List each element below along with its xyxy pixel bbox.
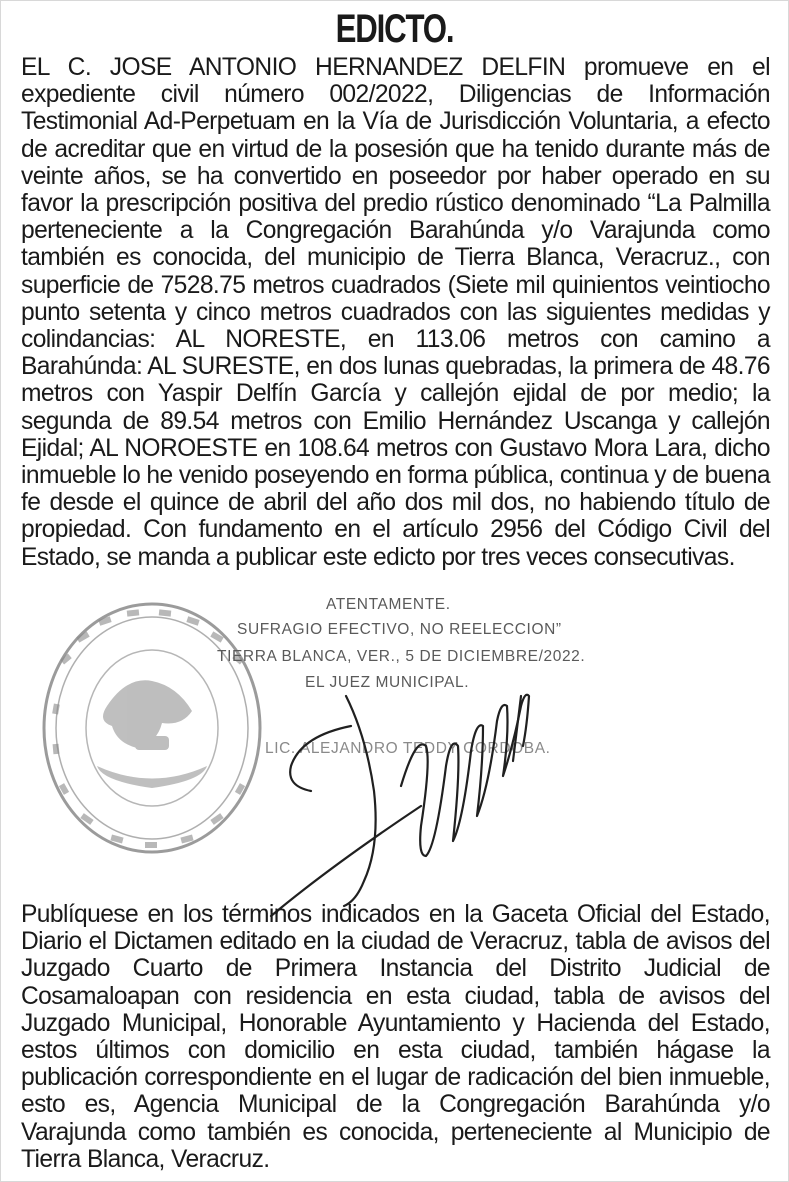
handwritten-signature-icon [251, 666, 571, 926]
closing-salutation: ATENTAMENTE. [326, 596, 451, 613]
place-date-line: TIERRA BLANCA, VER., 5 DE DICIEMBRE/2022. [217, 648, 586, 665]
signer-name: LIC. ALEJANDRO TEDDY CORDOBA. [265, 740, 551, 757]
signer-title: EL JUEZ MUNICIPAL. [305, 674, 470, 691]
publication-instructions-paragraph: Publíquese en los términos indicados en la Gaceta Oficial del Estado, Diario el Dictamen editado en la ciudad de Veracruz, tabla de avisos del Juzgado Cuarto de Primera Instancia del Distrito Judicial de Cosamaloapan con residencia en esta ciudad, tabla de avisos del Juzgado Municipal, Honorable Ayuntamiento y Hacienda del Estado, estos últimos con domicilio en esta ciudad, también hágase la publicación correspondiente en el lugar de radicación del bien inmueble, esto es, Agencia Municipal de la Congregación Barahúnda y/o Varajunda como también es conocida, perteneciente al Municipio de Tierra Blanca, Veracruz. [21, 901, 770, 1173]
page-title: EDICTO. [335, 7, 454, 51]
edict-body-paragraph: EL C. JOSE ANTONIO HERNANDEZ DELFIN promueve en el expediente civil número 002/2022, Diligencias de Información Testimonial Ad-Perpetuam en la Vía de Jurisdicción Voluntaria, a efecto de acreditar que en virtud de la posesión que ha tenido durante más de veinte años, se ha convertido en poseedor por haber operado en su favor la prescripción positiva del predio rústico denominado “La Palmilla perteneciente a la Congregación Barahúnda y/o Varajunda como también es conocida, del municipio de Tierra Blanca, Veracruz., con superficie de 7528.75 metros cuadrados (Siete mil quinientos veintiocho punto setenta y cinco metros cuadrados con las siguientes medidas y colindancias: AL NORESTE, en 113.06 metros con camino a Barahúnda: AL SURESTE, en dos lunas quebradas, la primera de 48.76 metros con Yaspir Delfín García y callejón ejidal de por medio; la segunda de 89.54 metros con Emilio Hernández Uscanga y callejón Ejidal; AL NOROESTE en 108.64 metros con Gustavo Mora Lara, dicho inmueble lo he venido poseyendo en forma pública, continua y de buena fe desde el quince de abril del año dos mil dos, no habiendo título de propiedad. Con fundamento en el artículo 2956 del Código Civil del Estado, se manda a publicar este edicto por tres veces consecutivas. [21, 54, 770, 571]
motto-line: SUFRAGIO EFECTIVO, NO REELECCION” [237, 621, 562, 638]
